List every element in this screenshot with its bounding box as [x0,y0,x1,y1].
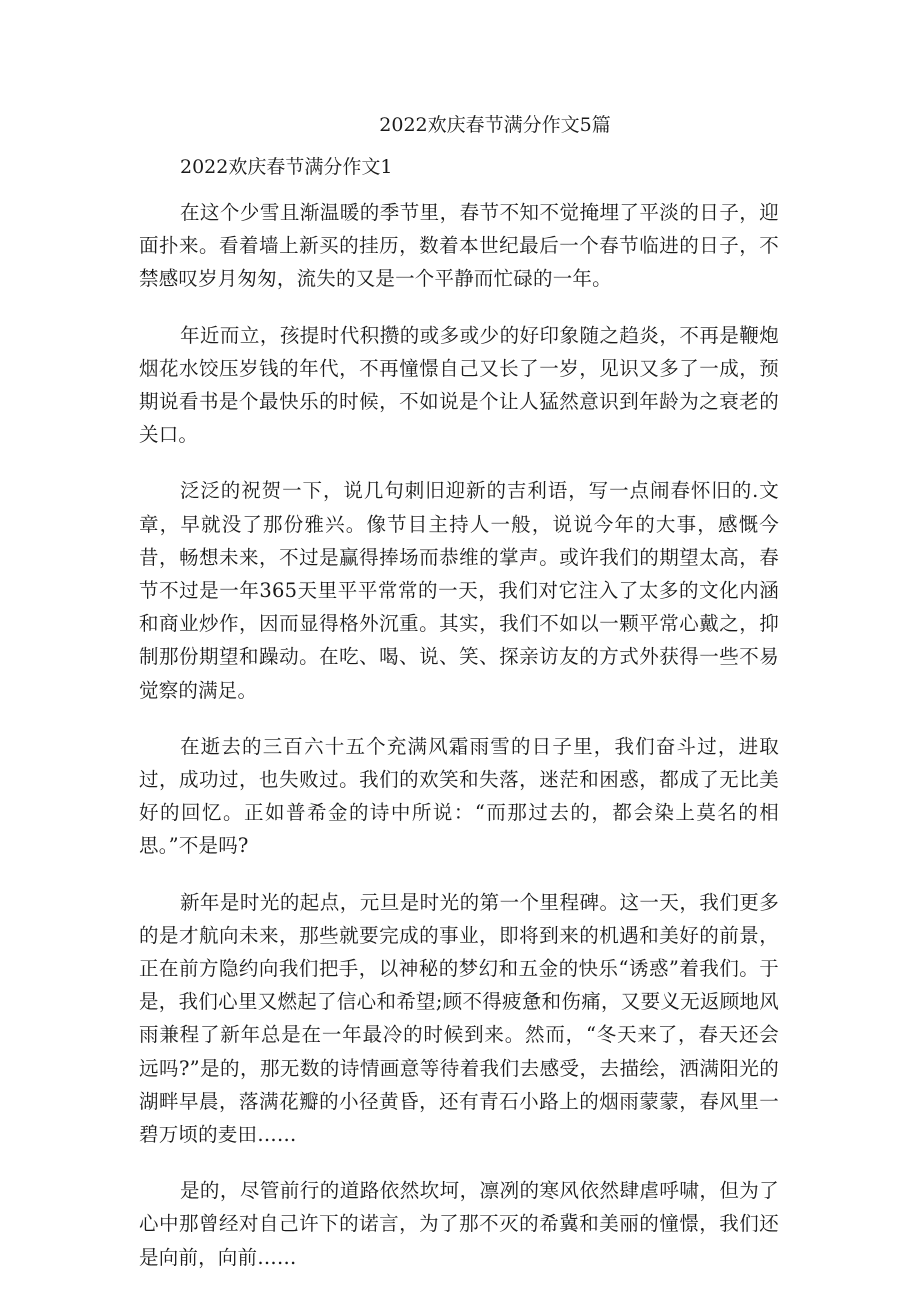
article-body [139,196,779,1297]
paragraph-5: 新年是时光的起点，元旦是时光的第一个里程碑。这一天，我们更多的是才航向未来，那些就要完成的事业，即将到来的机遇和美好的前景，正在前方隐约向我们把手，以神秘的梦幻和五金的快乐“诱惑”着我们。于是，我们心里又燃起了信心和希望;顾不得疲惫和伤痛，又要义无返顾地风雨兼程了新年总是在一年最冷的时候到来。然而，“冬天来了，春天还会远吗?”是的，那无数的诗情画意等待着我们去感受，去描绘，洒满阳光的湖畔早晨，落满花瓣的小径黄昏，还有青石小路上的烟雨蒙蒙，春风里一碧万顷的麦田…… [139,890,779,1147]
paragraph-2: 年近而立，孩提时代积攒的或多或少的好印象随之趋炎，不再是鞭炮烟花水饺压岁钱的年代，不再憧憬自己又长了一岁，见识又多了一成，预期说看书是个最快乐的时候，不如说是个让人猛然意识到年龄为之衰老的关口。 [139,323,779,447]
paragraph-4: 在逝去的三百六十五个充满风霜雨雪的日子里，我们奋斗过，进取过，成功过，也失败过。我们的欢笑和失落，迷茫和困惑，都成了无比美好的回忆。正如普希金的诗中所说：“而那过去的，都会染上莫名的相思。”不是吗? [139,734,779,858]
paragraph-1: 在这个少雪且渐温暖的季节里，春节不知不觉掩埋了平淡的日子，迎面扑来。看着墙上新买的挂历，数着本世纪最后一个春节临进的日子，不禁感叹岁月匆匆，流失的又是一个平静而忙碌的一年。 [139,201,779,291]
section-title: 2022欢庆春节满分作文1 [180,156,393,178]
document-title: 2022欢庆春节满分作文5篇 [379,114,611,136]
paragraph-3: 泛泛的祝贺一下，说几句刺旧迎新的吉利语，写一点闹春怀旧的.文章，早就没了那份雅兴。像节目主持人一般，说说今年的大事，感慨今昔，畅想未来，不过是赢得捧场而恭维的掌声。或许我们的期望太高，春节不过是一年365天里平平常常的一天，我们对它注入了太多的文化内涵和商业炒作，因而显得格外沉重。其实，我们不如以一颗平常心戴之，抑制那份期望和躁动。在吃、喝、说、笑、探亲访友的方式外获得一些不易觉察的满足。 [139,479,779,702]
paragraph-6: 是的，尽管前行的道路依然坎坷，凛冽的寒风依然肆虐呼啸，但为了心中那曾经对自己许下的诺言，为了那不灭的希冀和美丽的憧憬，我们还是向前，向前…… [139,1179,779,1269]
